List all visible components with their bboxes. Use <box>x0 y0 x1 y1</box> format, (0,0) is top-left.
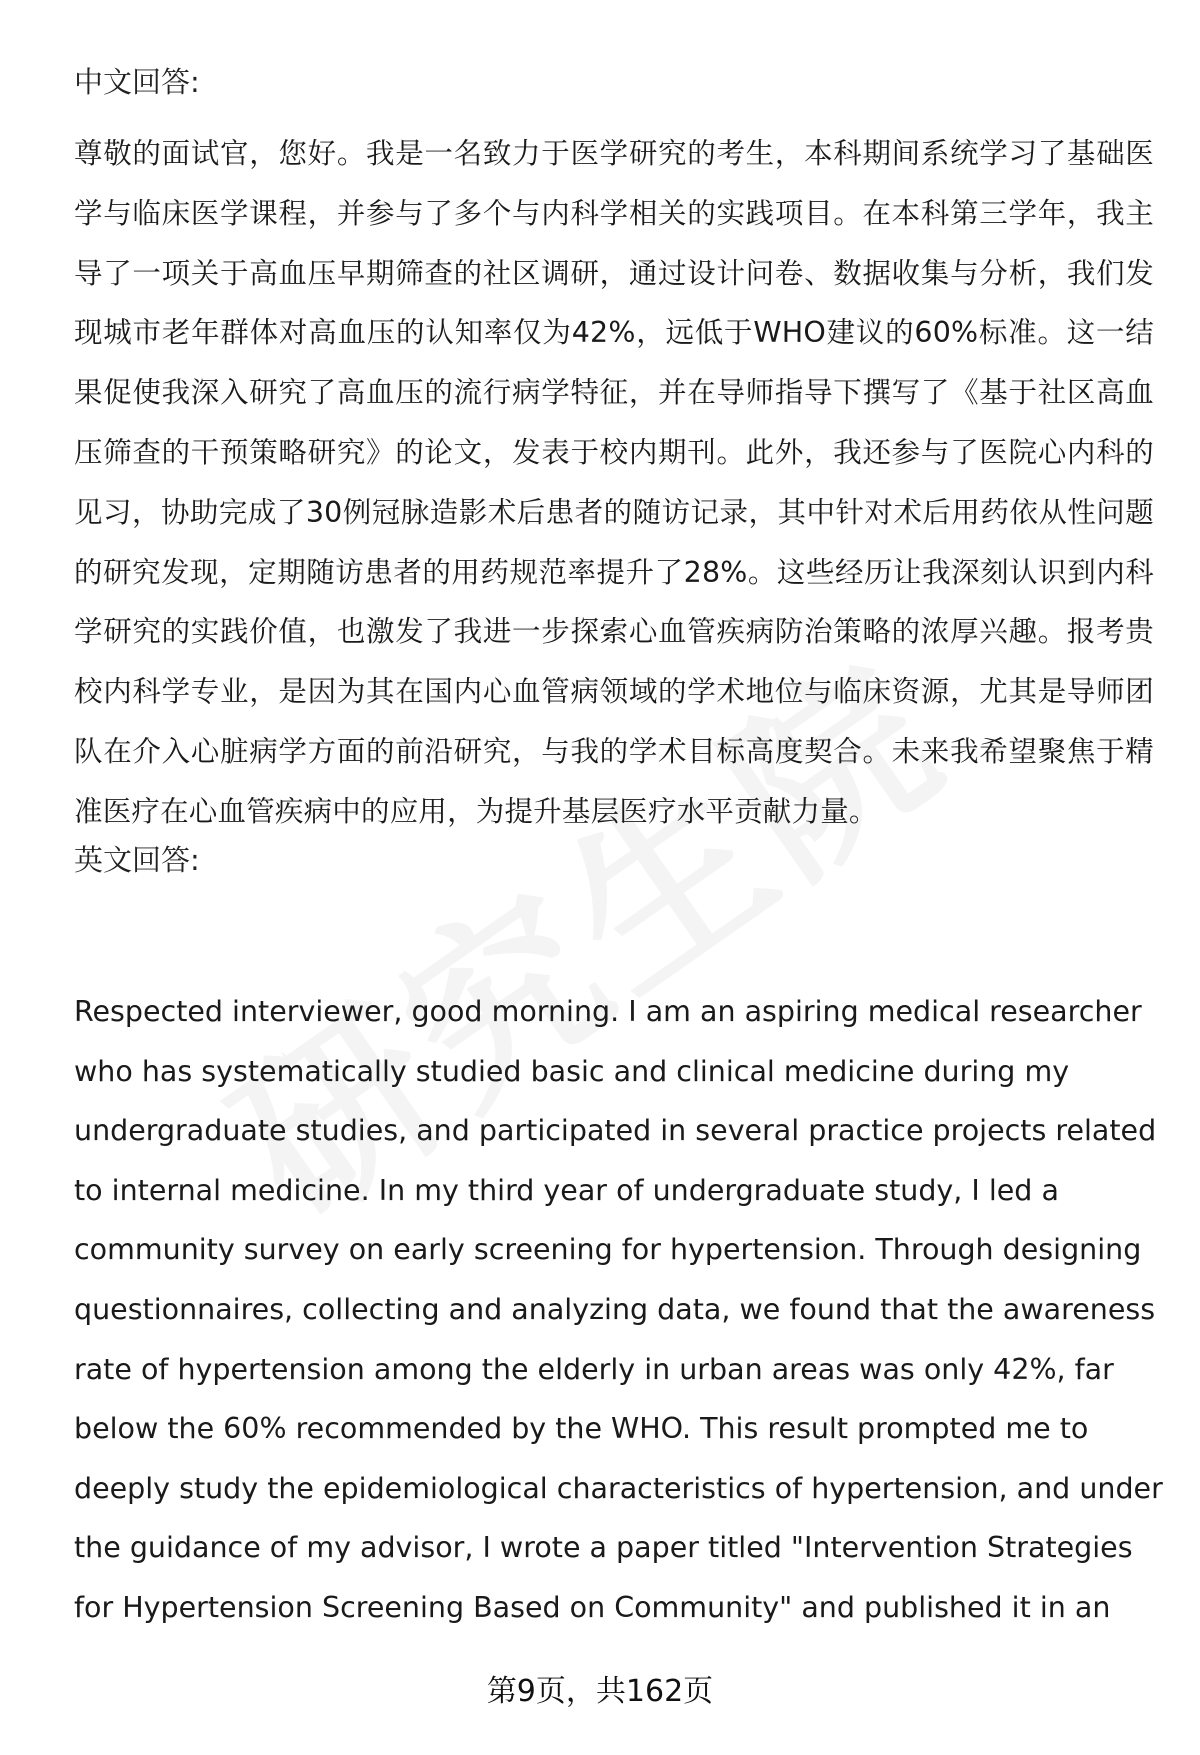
en-answer-text: Respected interviewer, good morning. I am an aspiring medical researcher who has systematically studied basic and clinical medicine during my undergraduate studies, and participated in several practice projects related to internal medicine. In my third year of undergraduate study, I led a community survey on early screening for hypertension. Through designing questionnaires, collecting and analyzing data, we found that the awareness rate of hypertension among the elderly in urban areas was only 42%, far below the 60% recommended by the WHO. This result prompted me to deeply study the epidemiological characteristics of hypertension, and under the guidance of my advisor, I wrote a paper titled "Intervention Strategies for Hypertension Screening Based on Community" and published it in an <box>74 995 1163 1624</box>
cn-answer-label: 中文回答: <box>74 65 200 99</box>
en-answer-label: 英文回答: <box>74 843 200 877</box>
cn-answer-text: 尊敬的面试官，您好。我是一名致力于医学研究的考生，本科期间系统学习了基础医学与临床医学课程，并参与了多个与内科学相关的实践项目。在本科第三学年，我主导了一项关于高血压早期筛查的社区调研，通过设计问卷、数据收集与分析，我们发现城市老年群体对高血压的认知率仅为42%，远低于WHO建议的60%标准。这一结果促使我深入研究了高血压的流行病学特征，并在导师指导下撰写了《基于社区高血压筛查的干预策略研究》的论文，发表于校内期刊。此外，我还参与了医院心内科的见习，协助完成了30例冠脉造影术后患者的随访记录，其中针对术后用药依从性问题的研究发现，定期随访患者的用药规范率提升了28%。这些经历让我深刻认识到内科学研究的实践价值，也激发了我进一步探索心血管疾病防治策略的浓厚兴趣。报考贵校内科学专业，是因为其在国内心血管病领域的学术地位与临床资源，尤其是导师团队在介入心脏病学方面的前沿研究，与我的学术目标高度契合。未来我希望聚焦于精准医疗在心血管疾病中的应用，为提升基层医疗水平贡献力量。 <box>74 137 1154 828</box>
page-number: 第9页，共162页 <box>486 1674 714 1709</box>
